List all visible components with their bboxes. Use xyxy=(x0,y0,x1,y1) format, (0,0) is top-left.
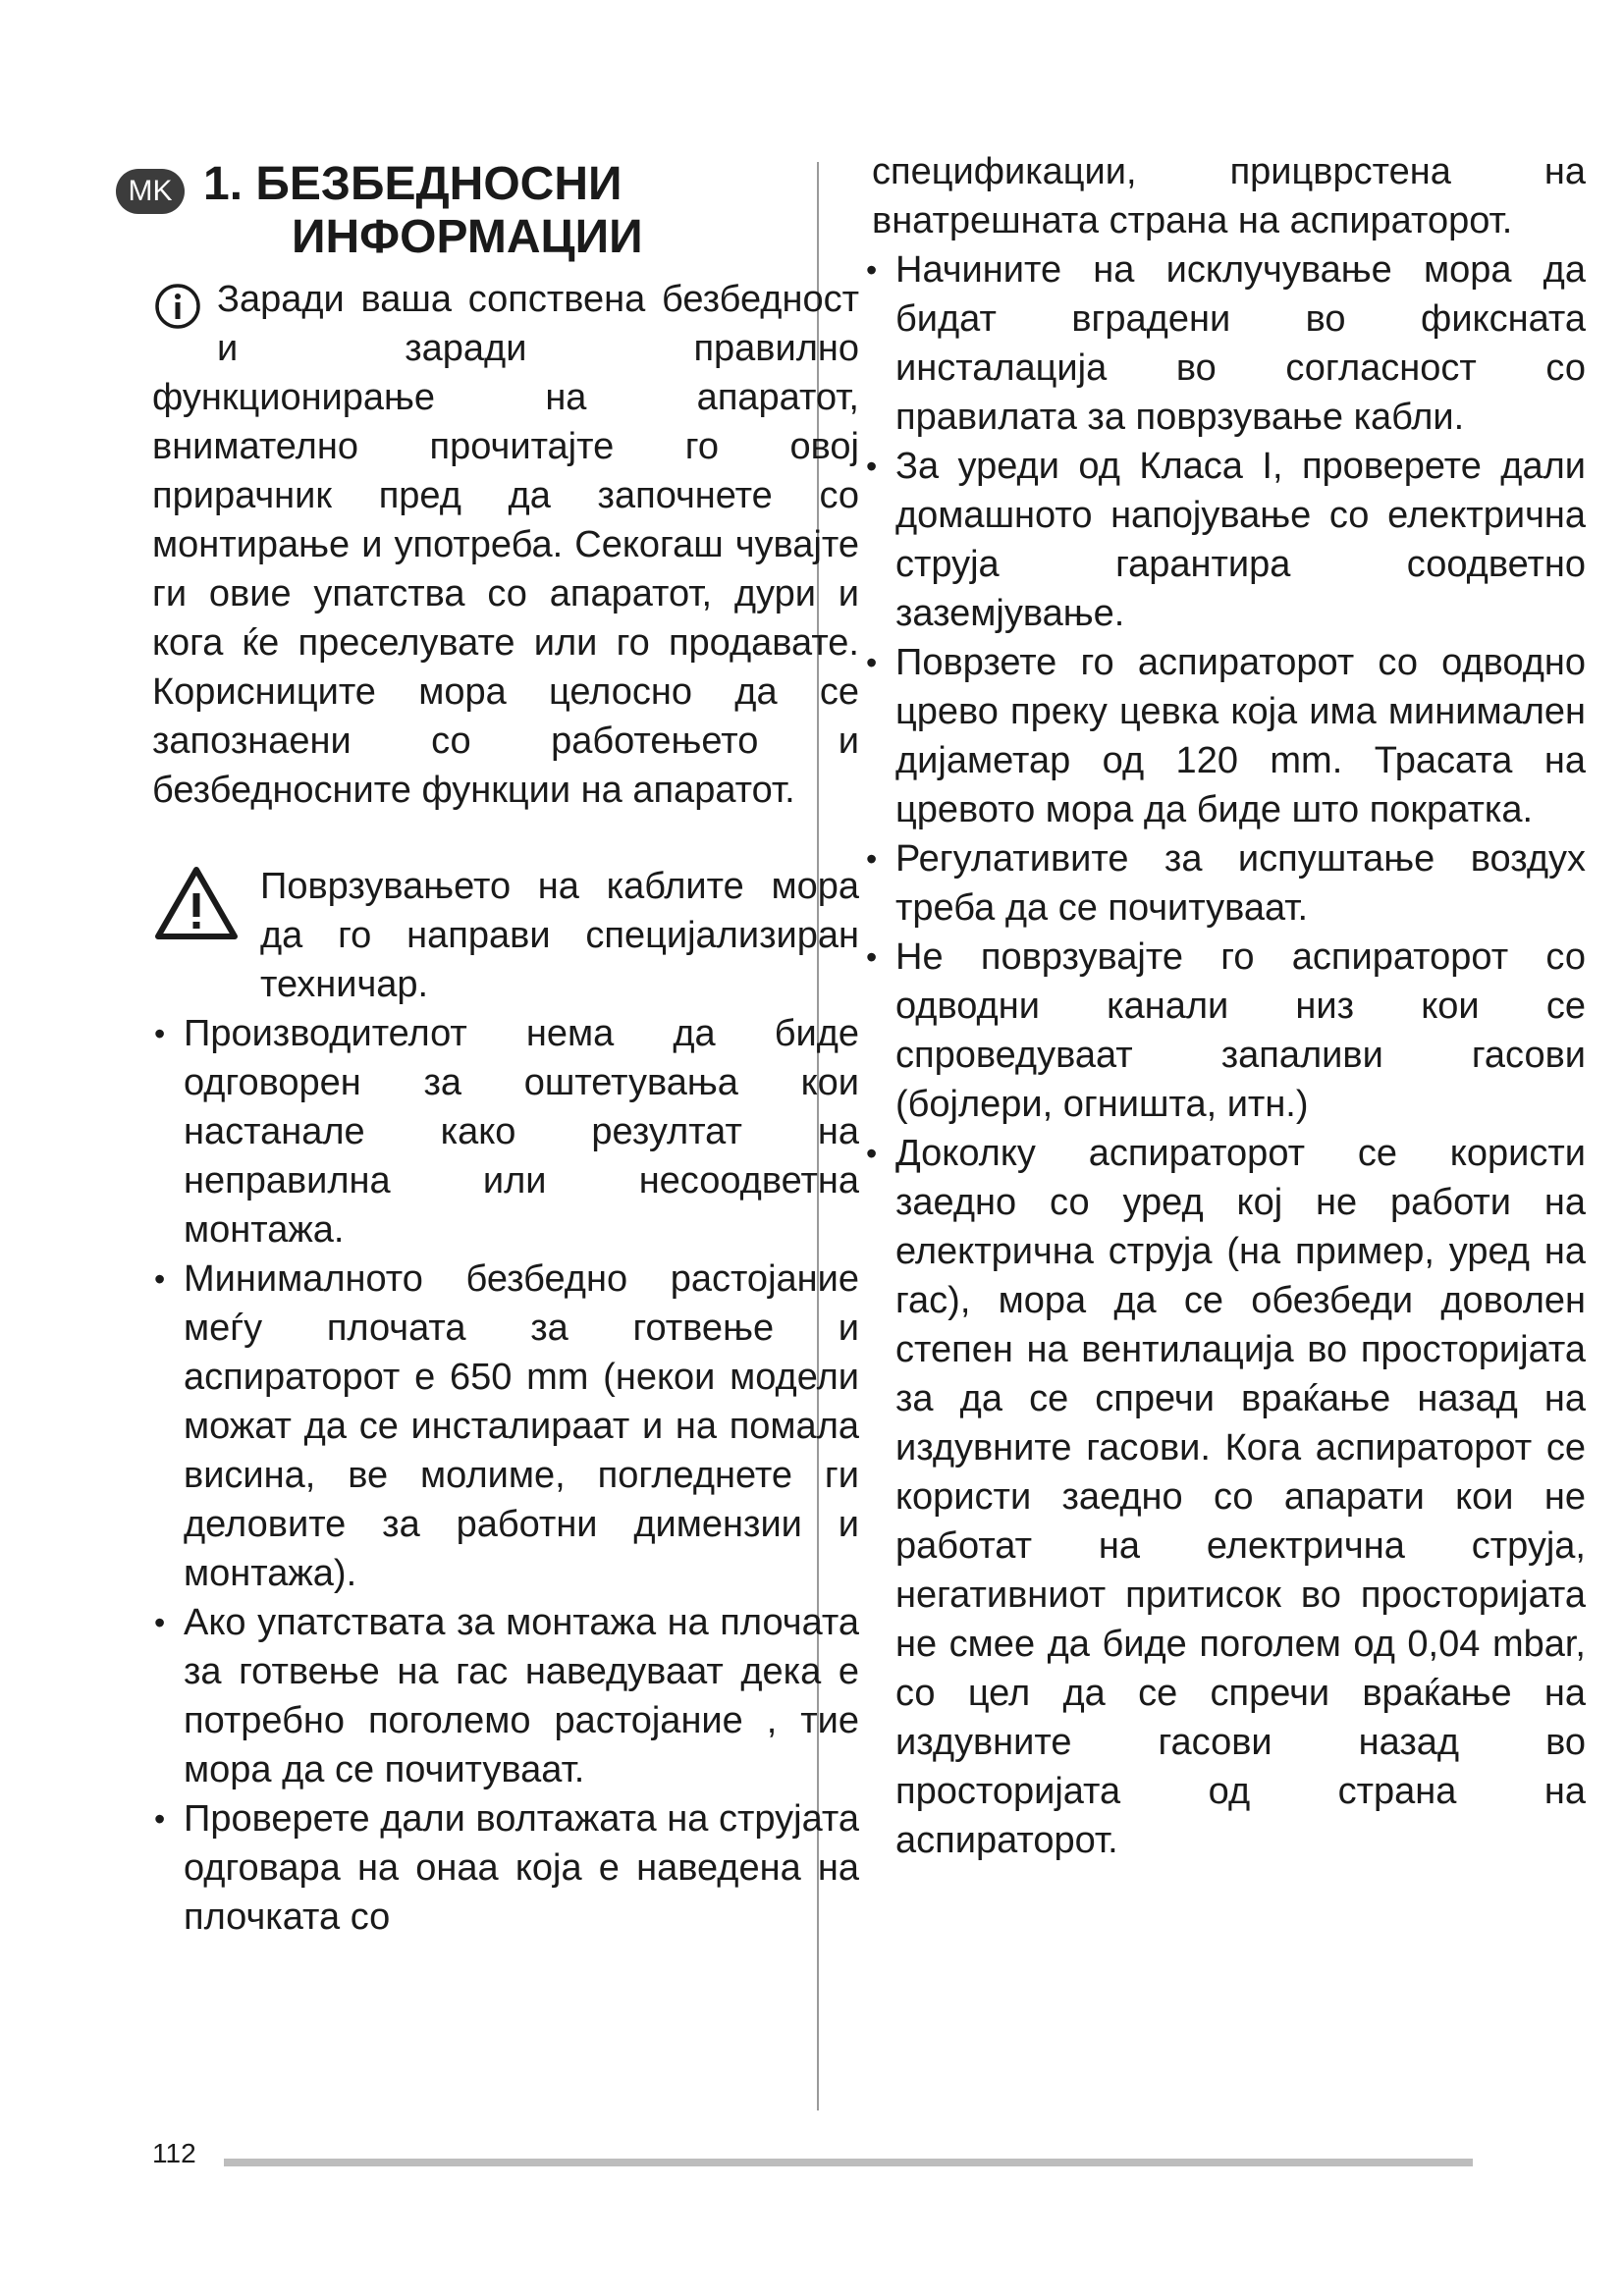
list-item: • Производителот нема да биде одговорен за оштетувања кои настанале како резултат на неправилна или несоодветна монтажа. xyxy=(152,1009,859,1255)
page-number: 112 xyxy=(152,2138,196,2168)
continued-text: спецификации, прицврстена на внатрешната страна на аспираторот. xyxy=(872,151,1586,241)
list-item: • Не поврзувајте го аспираторот со одводни канали низ кои се спроведуваат запаливи гасови (бојлери, огништа, итн.) xyxy=(864,933,1586,1129)
section-title-line1: 1. БЕЗБЕДНОСНИ xyxy=(203,158,623,210)
intro-text: функционирање на апаратот, внимателно прочитајте го овој прирачник пред да започнете со монтирање и употреба. Секогаш чувајте ги овие упатства со апаратот, дури и кога ќе преселувате или го продавате. Корисниците мора целосно да се запознаени со работењето и безбедносните функции на апаратот. xyxy=(152,377,859,811)
section-title-line2: ИНФОРМАЦИИ xyxy=(292,211,643,263)
warning-triangle-icon xyxy=(152,864,241,942)
list-item: • Проверете дали волтажата на струјата одговара на онаа која е наведена на плочката со xyxy=(152,1794,859,1942)
left-column xyxy=(128,147,859,1942)
language-badge: MK xyxy=(116,169,185,214)
list-item: • Ако упатствата за монтажа на плочата за готвење на гас наведуваат дека е потребно поголемо растојание , тие мора да се почитуваат. xyxy=(152,1598,859,1794)
list-item: • За уреди од Класа I, проверете дали домашното напојување со електрична струја гарантира соодветно заземјување. xyxy=(864,442,1586,638)
section-heading xyxy=(128,147,859,275)
info-circle-icon xyxy=(154,283,201,330)
warning-text: Поврзувањето на каблите мора да го направи специјализиран техничар. xyxy=(260,866,859,1005)
list-item: • Доколку аспираторот се користи заедно со уред кој не работи на електрична струја (на пример, уред на гас), мора да се обезбеди доволен степен на вентилација во просторијата за да се спречи враќање назад на издувните гасови. Кога аспираторот се користи заедно со апарати кои не работат на електрична струја, негативниот притисок во просторијата не смее да биде поголем од 0,04 mbar, со цел да се спречи враќање на издувните гасови назад во просторијата од страна на аспираторот. xyxy=(864,1129,1586,1865)
intro-first-line xyxy=(152,275,859,373)
list-item: • Регулативите за испуштање воздух треба да се почитуваат. xyxy=(864,834,1586,933)
right-bullet-list xyxy=(864,245,1586,1865)
intro-text-first: Заради ваша сопствена безбедност и заради правилно xyxy=(217,279,859,369)
right-column xyxy=(864,147,1586,1865)
footer-rule xyxy=(224,2159,1473,2166)
list-item: • Минималното безбедно растојание меѓу плочата за готвење и аспираторот е 650 mm (некои модели можат да се инсталираат и на помала висина, ве молиме, погледнете ги деловите за работни димензии и монтажа). xyxy=(152,1255,859,1598)
list-item: • Поврзете го аспираторот со одводно црево преку цевка која има минимален дијаметар од 120 mm. Трасата на цревото мора да биде што пократка. xyxy=(864,638,1586,834)
warning-notice xyxy=(152,862,859,1009)
left-bullet-list xyxy=(152,1009,859,1942)
list-item: • Начините на исклучување мора да бидат вградени во фиксната инсталација во согласност со правилата за поврзување кабли. xyxy=(864,245,1586,442)
